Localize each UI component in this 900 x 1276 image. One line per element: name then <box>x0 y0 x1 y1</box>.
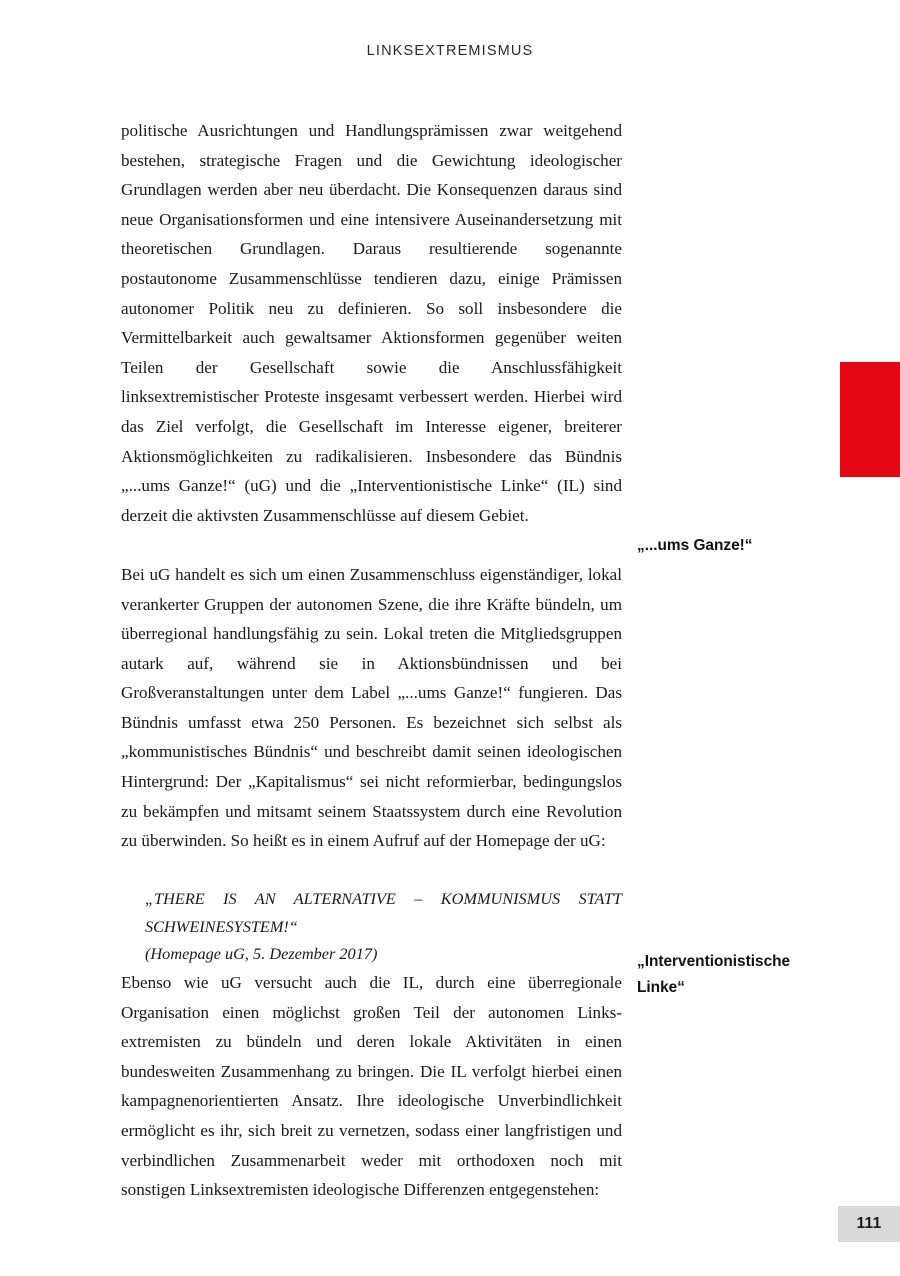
body-paragraph-1: politische Ausrichtungen und Handlungsprämissen zwar weitgehend bestehen, strategische Fragen und die Gewichtung ideologischer Grundlagen werden aber neu überdacht. Die Konsequenzen daraus sind neue Organisationsformen und eine intensivere Auseinandersetzung mit theoretischen Grundlagen. Daraus resultierende sogenannte postautonome Zusammenschlüsse tendieren dazu, einige Prämissen autonomer Politik neu zu definieren. So soll insbesondere die Vermittelbarkeit auch gewaltsamer Aktionsformen gegenüber weiten Teilen der Gesellschaft sowie die Anschlussfähigkeit linksextremistischer Proteste insgesamt verbessert werden. Hierbei wird das Ziel verfolgt, die Gesellschaft im Interesse eigener, breiterer Aktionsmöglichkeiten zu radikalisieren. Insbesondere das Bündnis „...ums Ganze!“ (uG) und die „Interventionistische Linke“ (IL) sind derzeit die aktivsten Zusammenschlüsse auf diesem Gebiet. <box>121 121 622 525</box>
page-number: 111 <box>856 1215 882 1232</box>
folio-box <box>838 1206 900 1242</box>
margin-note-interventionistische-linke: „Interventionistische Linke“ <box>637 953 791 996</box>
body-paragraph-2: Bei uG handelt es sich um einen Zusammenschluss eigenständiger, lokal verankerter Gruppen der autonomen Szene, die ihre Kräfte bündeln, um überregional handlungsfähig zu sein. Lokal treten die Mitgliedsgruppen autark auf, während sie in Aktionsbündnissen und bei Großveranstaltungen unter dem Label „...ums Ganze!“ fungieren. Das Bündnis umfasst etwa 250 Personen. Es bezeichnet sich selbst als „kommunistisches Bündnis“ und beschreibt damit seinen ideologischen Hintergrund: Der „Kapitalismus“ sei nicht reformierbar, bedingungslos zu bekämpfen und mitsamt seinem Staatssystem durch eine Revolution zu überwinden. So heißt es in einem Aufruf auf der Homepage der uG: <box>121 564 622 851</box>
margin-note-ums-ganze: „...ums Ganze!“ <box>637 537 753 554</box>
main-text-column <box>121 116 622 1205</box>
quotation-source: (Homepage uG, 5. Dezember 2017) <box>145 944 378 964</box>
block-quotation <box>145 885 622 968</box>
body-paragraph-3: Ebenso wie uG versucht auch die IL, durch eine überregionale Organisation einen möglichst großen Teil der autonomen Linksextremisten zu bündeln und deren lokale Aktivitäten in einen bundesweiten Zusammenhang zu bringen. Die IL verfolgt hierbei einen kampagnenorientierten Ansatz. Ihre ideologische Unverbindlichkeit ermöglicht es ihr, sich breit zu vernetzen, sodass einer langfristigen und verbindlichen Zusammenarbeit weder mit orthodoxen noch mit sonstigen Linksextremisten ideologische Differenzen entgegenstehen: <box>121 972 622 1200</box>
chapter-edge-marker <box>840 362 900 477</box>
quotation-text: „THERE IS AN ALTERNATIVE – KOMMUNISMUS STATT SCHWEINESYSTEM!“ <box>145 889 622 936</box>
running-head: LINKSEXTREMISMUS <box>366 43 534 59</box>
